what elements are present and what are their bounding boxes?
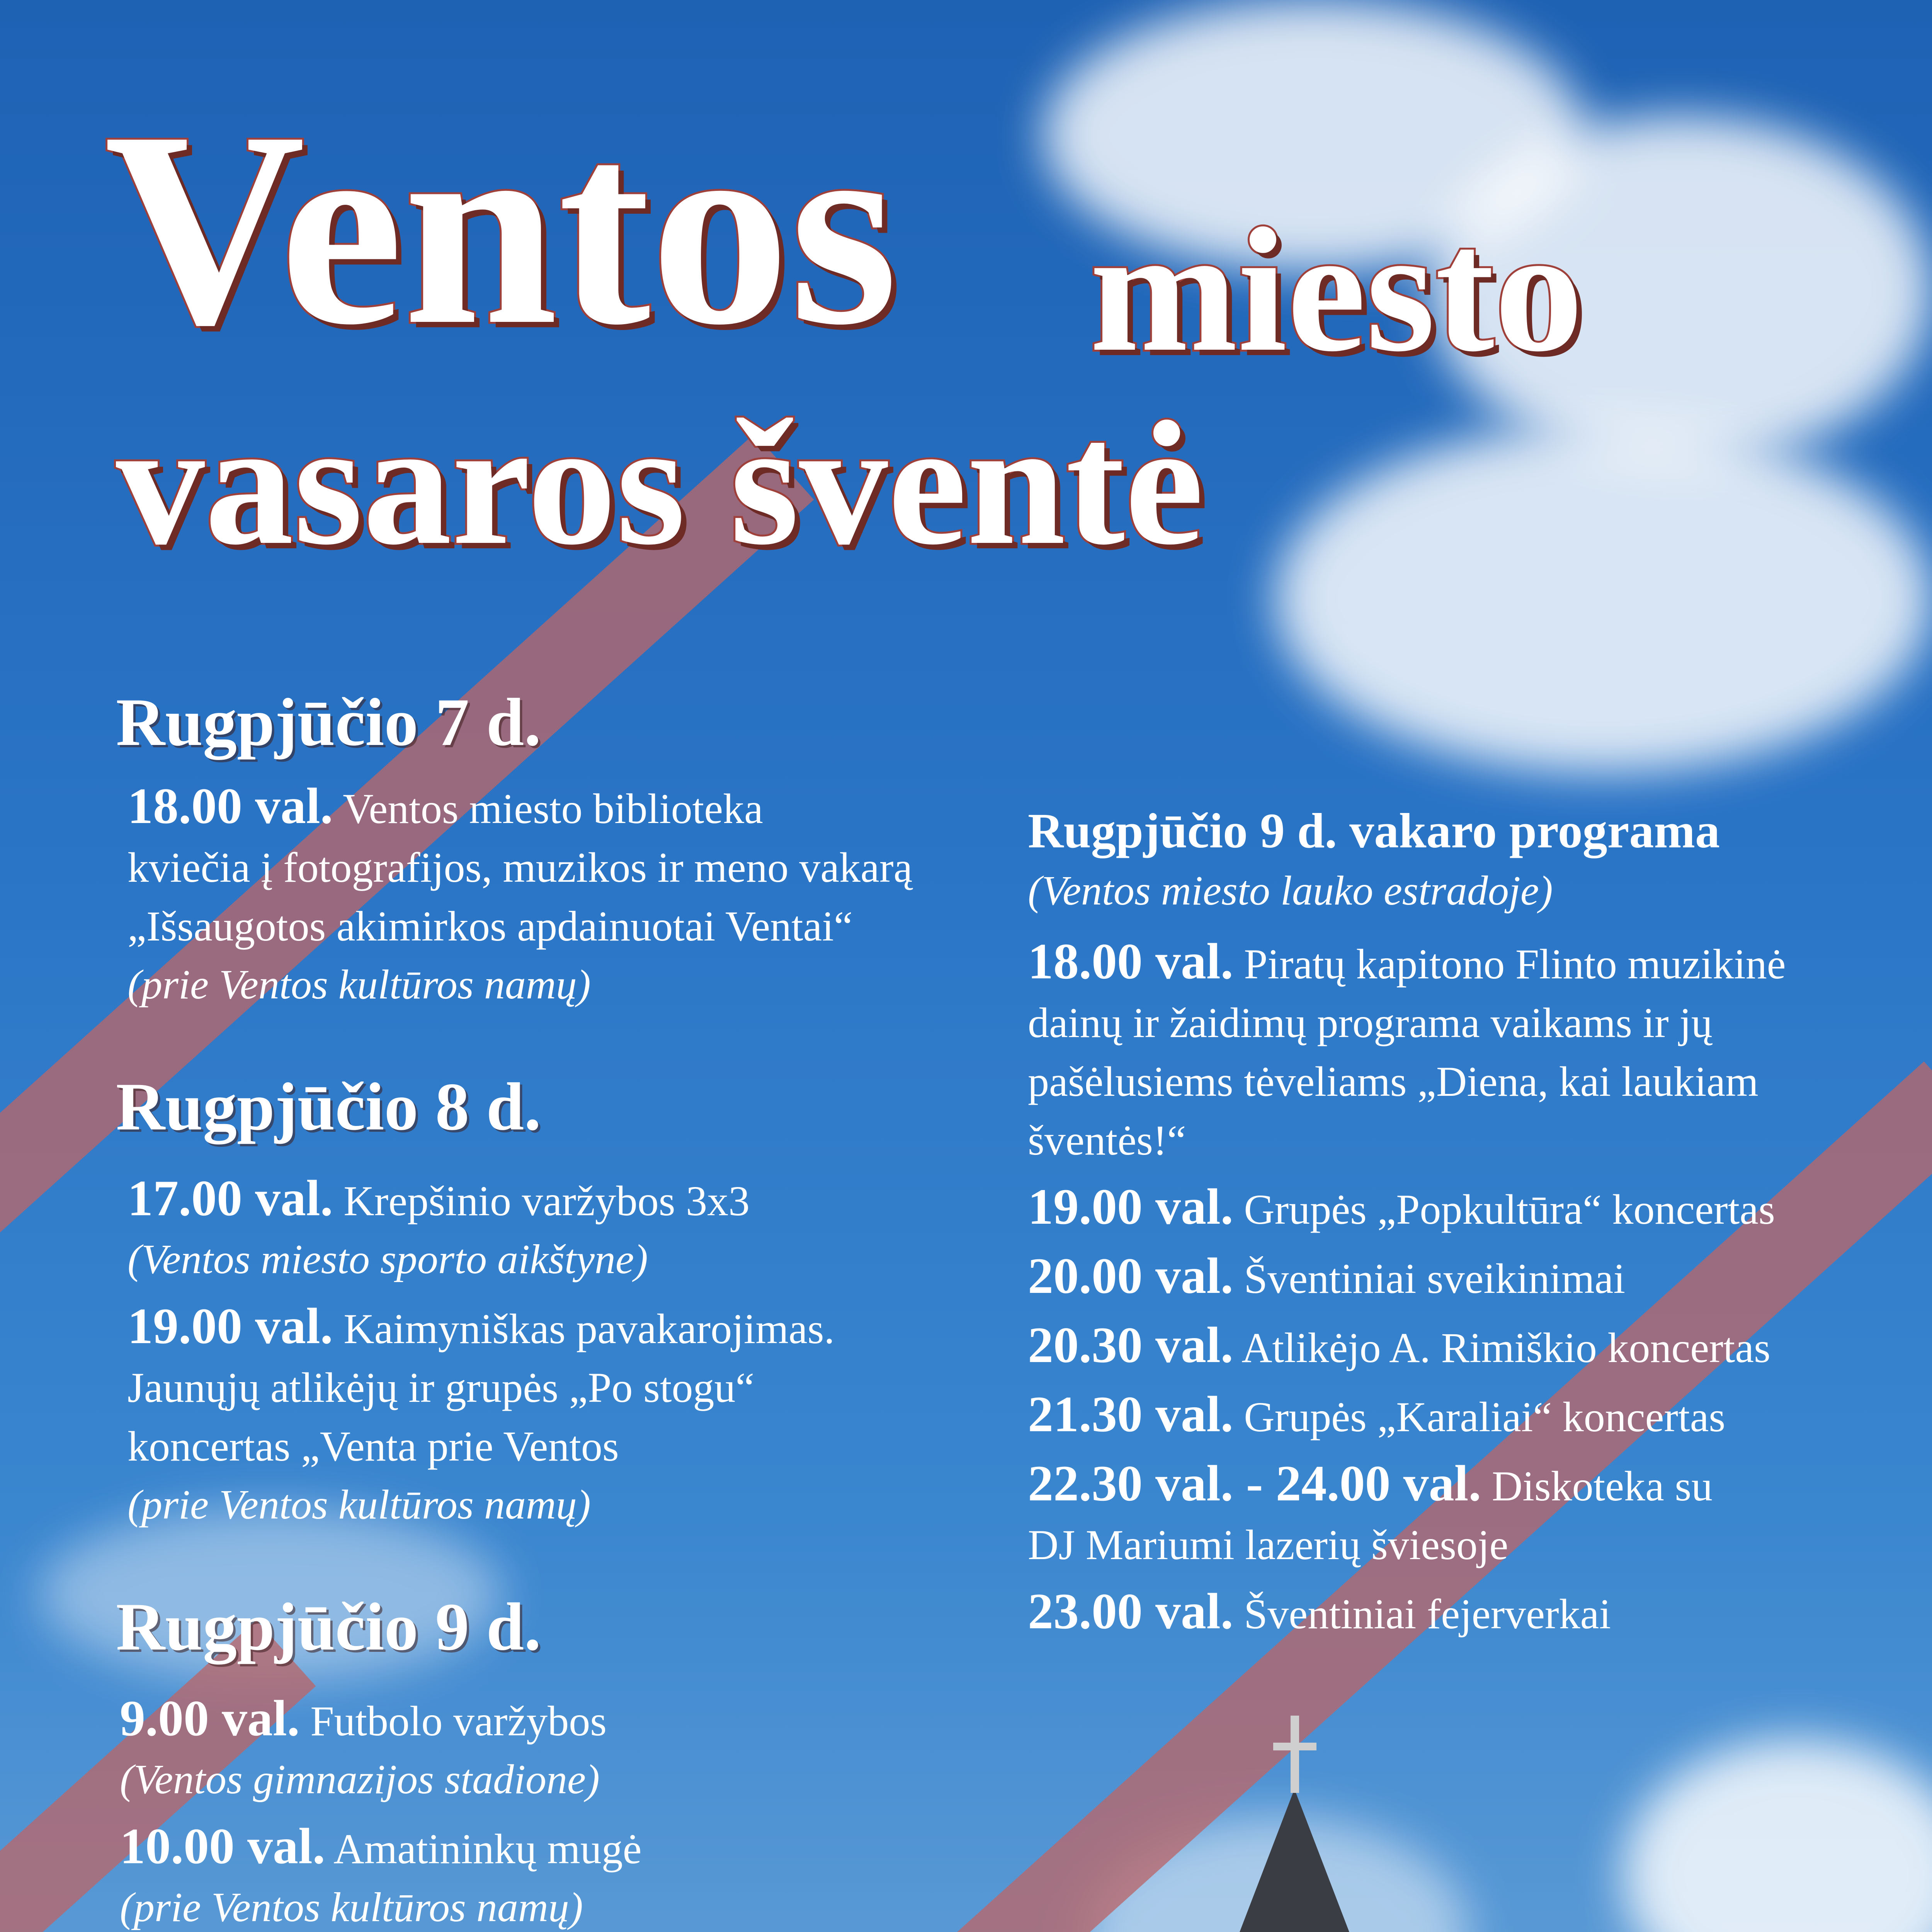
event-time: 9.00 val. xyxy=(120,1690,300,1747)
event-spacer xyxy=(1028,1574,1917,1582)
evening-events xyxy=(1028,932,1917,1643)
event-spacer xyxy=(1028,1446,1917,1454)
day7-heading: Rugpjūčio 7 d. xyxy=(116,685,541,760)
event-text: Grupės „Popkultūra“ koncertas xyxy=(1233,1186,1775,1233)
event-text: Piratų kapitono Flinto muzikinė xyxy=(1233,940,1786,988)
event-text-continued: „Išsaugotos akimirkos apdainuotai Ventai“ xyxy=(128,903,853,950)
event-time: 10.00 val. xyxy=(120,1818,325,1874)
event-text: Šventiniai sveikinimai xyxy=(1233,1255,1626,1302)
cloud xyxy=(1275,425,1932,773)
event-location: (prie Ventos kultūros namų) xyxy=(128,962,591,1008)
event-spacer xyxy=(120,1809,1005,1817)
event-text: Krepšinio varžybos 3x3 xyxy=(333,1177,750,1225)
event-spacer xyxy=(1028,1377,1917,1385)
day9-events xyxy=(120,1689,1005,1932)
right-column xyxy=(1028,800,1917,1643)
evening-program-location: (Ventos miesto lauko estradoje) xyxy=(1028,868,1553,914)
event-time: 23.00 val. xyxy=(1028,1583,1233,1639)
event-time: 19.00 val. xyxy=(1028,1178,1233,1235)
left-column xyxy=(116,684,1005,1932)
event-line xyxy=(1028,932,1917,993)
event-text: Ventos miesto biblioteka xyxy=(333,785,763,832)
event-text-continued: DJ Mariumi lazerių šviesoje xyxy=(1028,1521,1509,1568)
event-text: Šventiniai fejerverkai xyxy=(1233,1590,1611,1638)
event-line xyxy=(1028,1385,1917,1446)
event-text-continued: koncertas „Venta prie Ventos xyxy=(128,1423,619,1470)
event-spacer xyxy=(1028,1170,1917,1177)
event-location: (Ventos miesto sporto aikštyne) xyxy=(128,1236,648,1282)
event-line xyxy=(128,1297,1005,1358)
event-time: 17.00 val. xyxy=(128,1170,333,1226)
event-text: Kaimyniškas pavakarojimas. xyxy=(333,1305,835,1352)
event-text: Diskoteka su xyxy=(1481,1463,1713,1510)
evening-program-heading: Rugpjūčio 9 d. vakaro programa xyxy=(1028,803,1720,858)
title-line1b: miesto xyxy=(1090,191,1583,388)
event-text: Futbolo varžybos xyxy=(299,1697,607,1745)
title-line2: vasaros šventė xyxy=(116,384,1204,582)
event-spacer xyxy=(1028,1308,1917,1316)
day8-heading: Rugpjūčio 8 d. xyxy=(116,1069,541,1145)
event-text-continued: Jaunųjų atlikėjų ir grupės „Po stogu“ xyxy=(128,1364,755,1411)
event-text: Atlikėjo A. Rimiškio koncertas xyxy=(1233,1324,1770,1371)
event-text: Amatininkų mugė xyxy=(325,1825,642,1872)
day8-events xyxy=(128,1169,1005,1534)
event-text-continued: šventės!“ xyxy=(1028,1117,1186,1164)
event-line xyxy=(1028,1454,1917,1515)
event-text-continued: kviečia į fotografijos, muzikos ir meno vakarą xyxy=(128,844,913,891)
event-location: (prie Ventos kultūros namų) xyxy=(120,1884,583,1930)
event-line xyxy=(1028,1316,1917,1377)
title-line1: Ventos xyxy=(104,74,898,382)
event-time: 20.30 val. xyxy=(1028,1316,1233,1373)
day7-events xyxy=(128,777,1005,1014)
event-text: Grupės „Karaliai“ koncertas xyxy=(1233,1393,1726,1440)
event-spacer xyxy=(128,1289,1005,1297)
event-line xyxy=(1028,1582,1917,1643)
event-spacer xyxy=(1028,1239,1917,1247)
event-line xyxy=(120,1689,1005,1750)
event-text-continued: pašėlusiems tėveliams „Diena, kai laukiam xyxy=(1028,1058,1759,1105)
event-location: (Ventos gimnazijos stadione) xyxy=(120,1757,600,1803)
event-time: 21.30 val. xyxy=(1028,1386,1233,1442)
event-text-continued: dainų ir žaidimų programa vaikams ir jų xyxy=(1028,999,1713,1046)
event-time: 22.30 val. - 24.00 val. xyxy=(1028,1455,1481,1512)
event-line xyxy=(1028,1177,1917,1239)
event-time: 19.00 val. xyxy=(128,1298,333,1354)
day9-heading: Rugpjūčio 9 d. xyxy=(116,1589,541,1665)
event-time: 18.00 val. xyxy=(128,777,333,834)
event-line xyxy=(120,1817,1005,1878)
event-line xyxy=(1028,1247,1917,1308)
event-time: 20.00 val. xyxy=(1028,1247,1233,1304)
event-location: (prie Ventos kultūros namų) xyxy=(128,1482,591,1528)
event-line xyxy=(128,1169,1005,1230)
event-line xyxy=(128,777,1005,838)
event-time: 18.00 val. xyxy=(1028,933,1233,990)
